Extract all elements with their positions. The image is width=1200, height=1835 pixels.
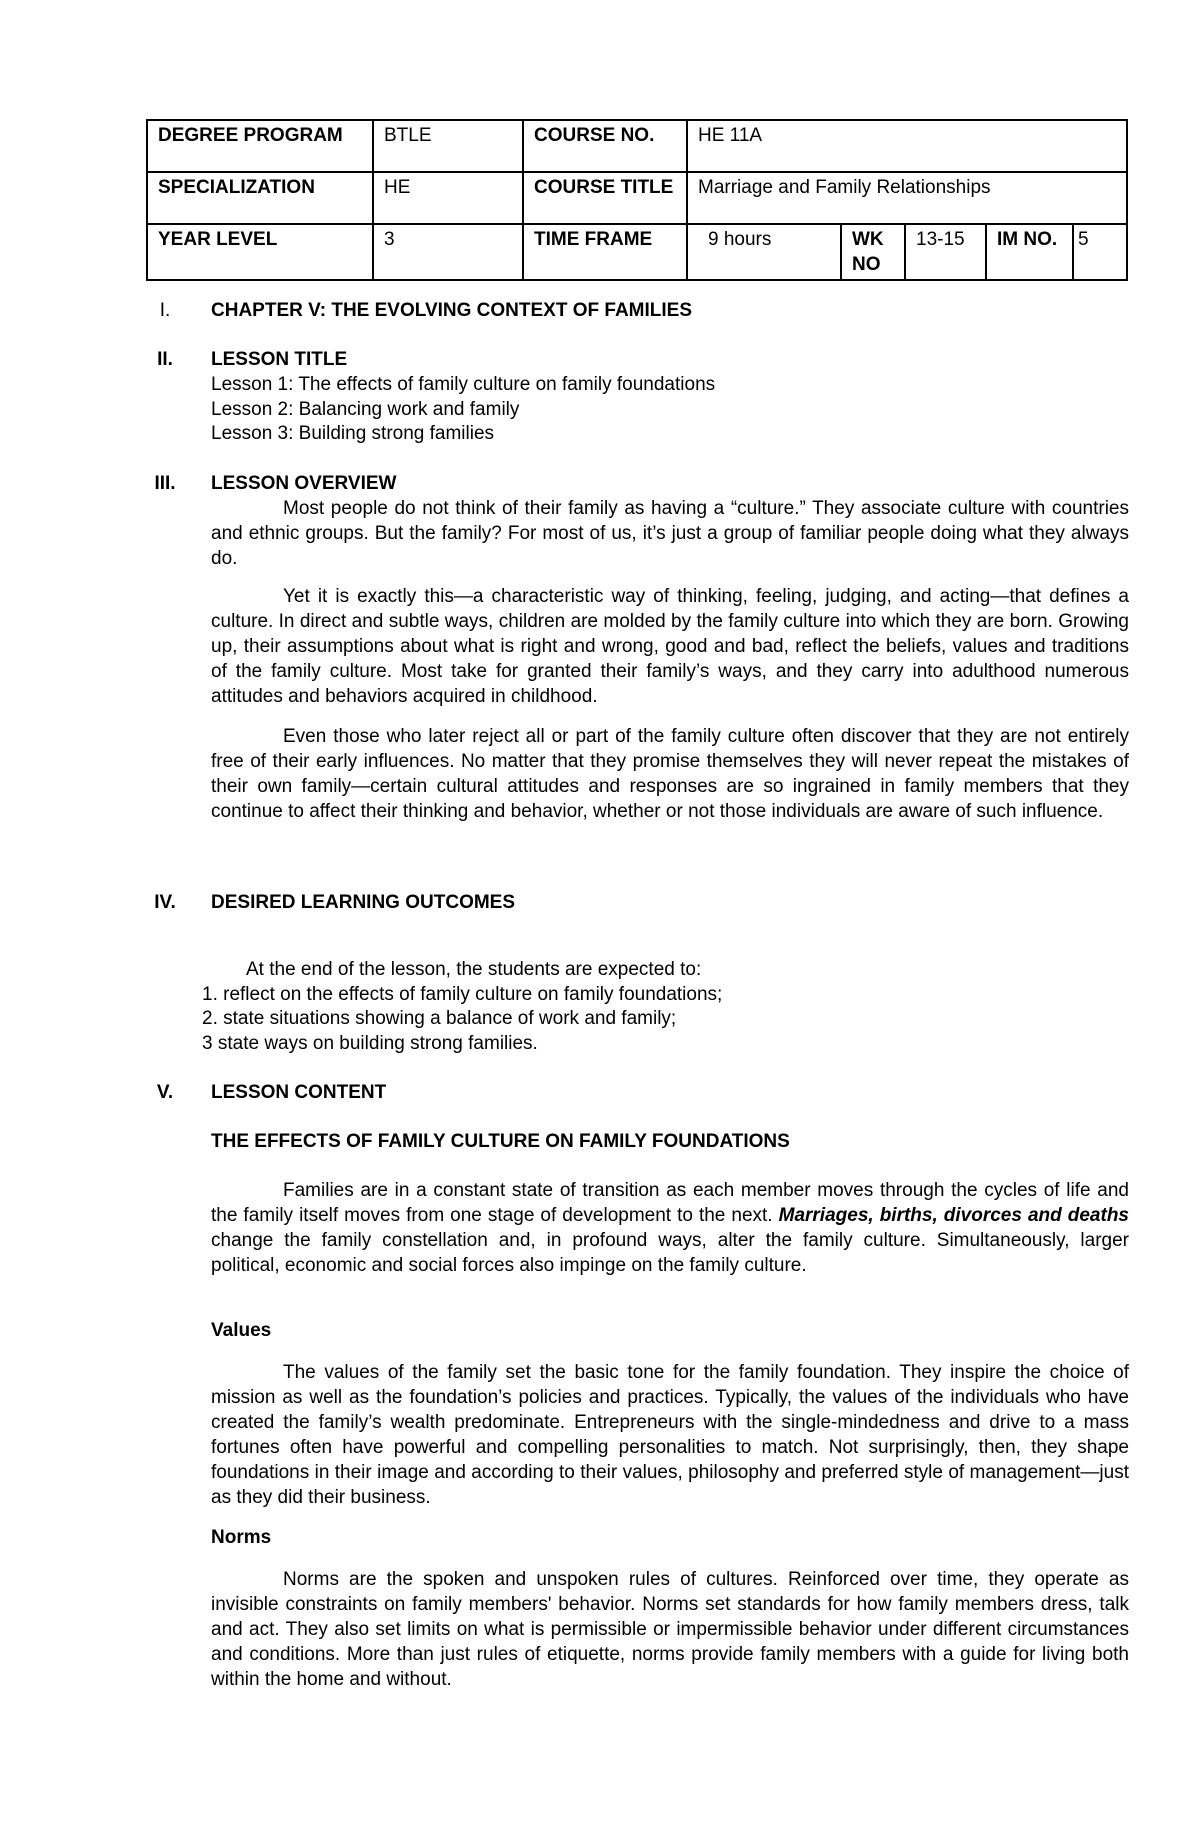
section-3-title: LESSON OVERVIEW [211,473,397,494]
norms-paragraph [211,1567,1129,1692]
section-2-title: LESSON TITLE [211,349,348,370]
time-frame-label: TIME FRAME [523,224,687,280]
overview-paragraph-2 [211,584,1129,709]
section-4-title: DESIRED LEARNING OUTCOMES [211,892,516,913]
wk-no-label: WK NO [841,224,905,280]
year-level-value: 3 [373,224,523,280]
lesson-3-title: Lesson 3: Building strong families [211,423,495,444]
content-paragraph-1-text-b: change the family constellation and, in profound ways, alter the family culture. Simultaneously, larger political, economic and social forces also impinge on the family culture. [211,1230,1129,1276]
content-subtitle: THE EFFECTS OF FAMILY CULTURE ON FAMILY FOUNDATIONS [211,1131,790,1152]
specialization-value: HE [373,172,523,224]
time-frame-value: 9 hours [687,224,841,280]
section-4-numeral: IV. [154,892,176,913]
course-no-value: HE 11A [687,120,1127,172]
overview-paragraph-1 [211,496,1129,571]
wk-no-value: 13-15 [905,224,986,280]
im-no-label: IM NO. [986,224,1073,280]
outcome-2: 2. state situations showing a balance of work and family; [202,1008,677,1029]
norms-heading: Norms [211,1527,272,1548]
section-1-numeral: I. [159,300,171,321]
course-info-table [146,119,1128,281]
values-paragraph-text: The values of the family set the basic tone for the family foundation. They inspire the choice of mission as well as the foundation’s policies and practices. Typically, the values of the individuals who have created the family’s wealth predominate. Entrepreneurs with the single-mindedness and drive to a mass fortunes often have powerful and compelling personalities to match. Not surprisingly, then, they shape foundations in their image and according to their values, philosophy and preferred style of management—just as they did their business. [211,1362,1129,1508]
values-heading: Values [211,1320,272,1341]
im-no-value: 5 [1073,224,1127,280]
section-3-numeral: III. [154,473,176,494]
course-title-value: Marriage and Family Relationships [687,172,1127,224]
degree-program-value: BTLE [373,120,523,172]
course-title-label: COURSE TITLE [523,172,687,224]
outcome-1: 1. reflect on the effects of family culture on family foundations; [202,984,723,1005]
section-1-title: CHAPTER V: THE EVOLVING CONTEXT OF FAMILIES [211,300,693,321]
section-5-numeral: V. [156,1082,174,1103]
year-level-label: YEAR LEVEL [147,224,373,280]
lesson-1-title: Lesson 1: The effects of family culture on family foundations [211,374,716,395]
content-paragraph-1-emphasis: Marriages, births, divorces and deaths [778,1205,1129,1226]
course-no-label: COURSE NO. [523,120,687,172]
overview-paragraph-3 [211,724,1129,824]
specialization-label: SPECIALIZATION [147,172,373,224]
values-paragraph [211,1360,1129,1510]
outcome-3: 3 state ways on building strong families. [202,1033,538,1054]
overview-paragraph-3-text: Even those who later reject all or part of the family culture often discover that they are not entirely free of their early influences. No matter that they promise themselves they will never repeat the mistakes of their own family—certain cultural attitudes and responses are so ingrained in family members that they continue to affect their thinking and behavior, whether or not those individuals are aware of such influence. [211,726,1129,822]
outcomes-intro: At the end of the lesson, the students are expected to: [246,959,702,980]
overview-paragraph-2-text: Yet it is exactly this—a characteristic way of thinking, feeling, judging, and acting—that defines a culture. In direct and subtle ways, children are molded by the family culture into which they are born. Growing up, their assumptions about what is right and wrong, good and bad, reflect the beliefs, values and traditions of the family culture. Most take for granted their family’s ways, and they carry into adulthood numerous attitudes and behaviors acquired in childhood. [211,586,1129,707]
content-paragraph-1-text-a: Families are in a constant state of transition as each member moves through the cycles of life and the family itself moves from one stage of development to the next. [211,1180,1129,1226]
degree-program-label: DEGREE PROGRAM [147,120,373,172]
lesson-2-title: Lesson 2: Balancing work and family [211,399,520,420]
content-paragraph-1 [211,1178,1129,1278]
overview-paragraph-1-text: Most people do not think of their family as having a “culture.” They associate culture with countries and ethnic groups. But the family? For most of us, it’s just a group of familiar people doing what they always do. [211,498,1129,569]
section-5-title: LESSON CONTENT [211,1082,387,1103]
norms-paragraph-text: Norms are the spoken and unspoken rules of cultures. Reinforced over time, they operate as invisible constraints on family members' behavior. Norms set standards for how family members dress, talk and act. They also set limits on what is permissible or impermissible behavior under different circumstances and conditions. More than just rules of etiquette, norms provide family members with a guide for living both within the home and without. [211,1569,1129,1690]
section-2-numeral: II. [157,349,173,370]
